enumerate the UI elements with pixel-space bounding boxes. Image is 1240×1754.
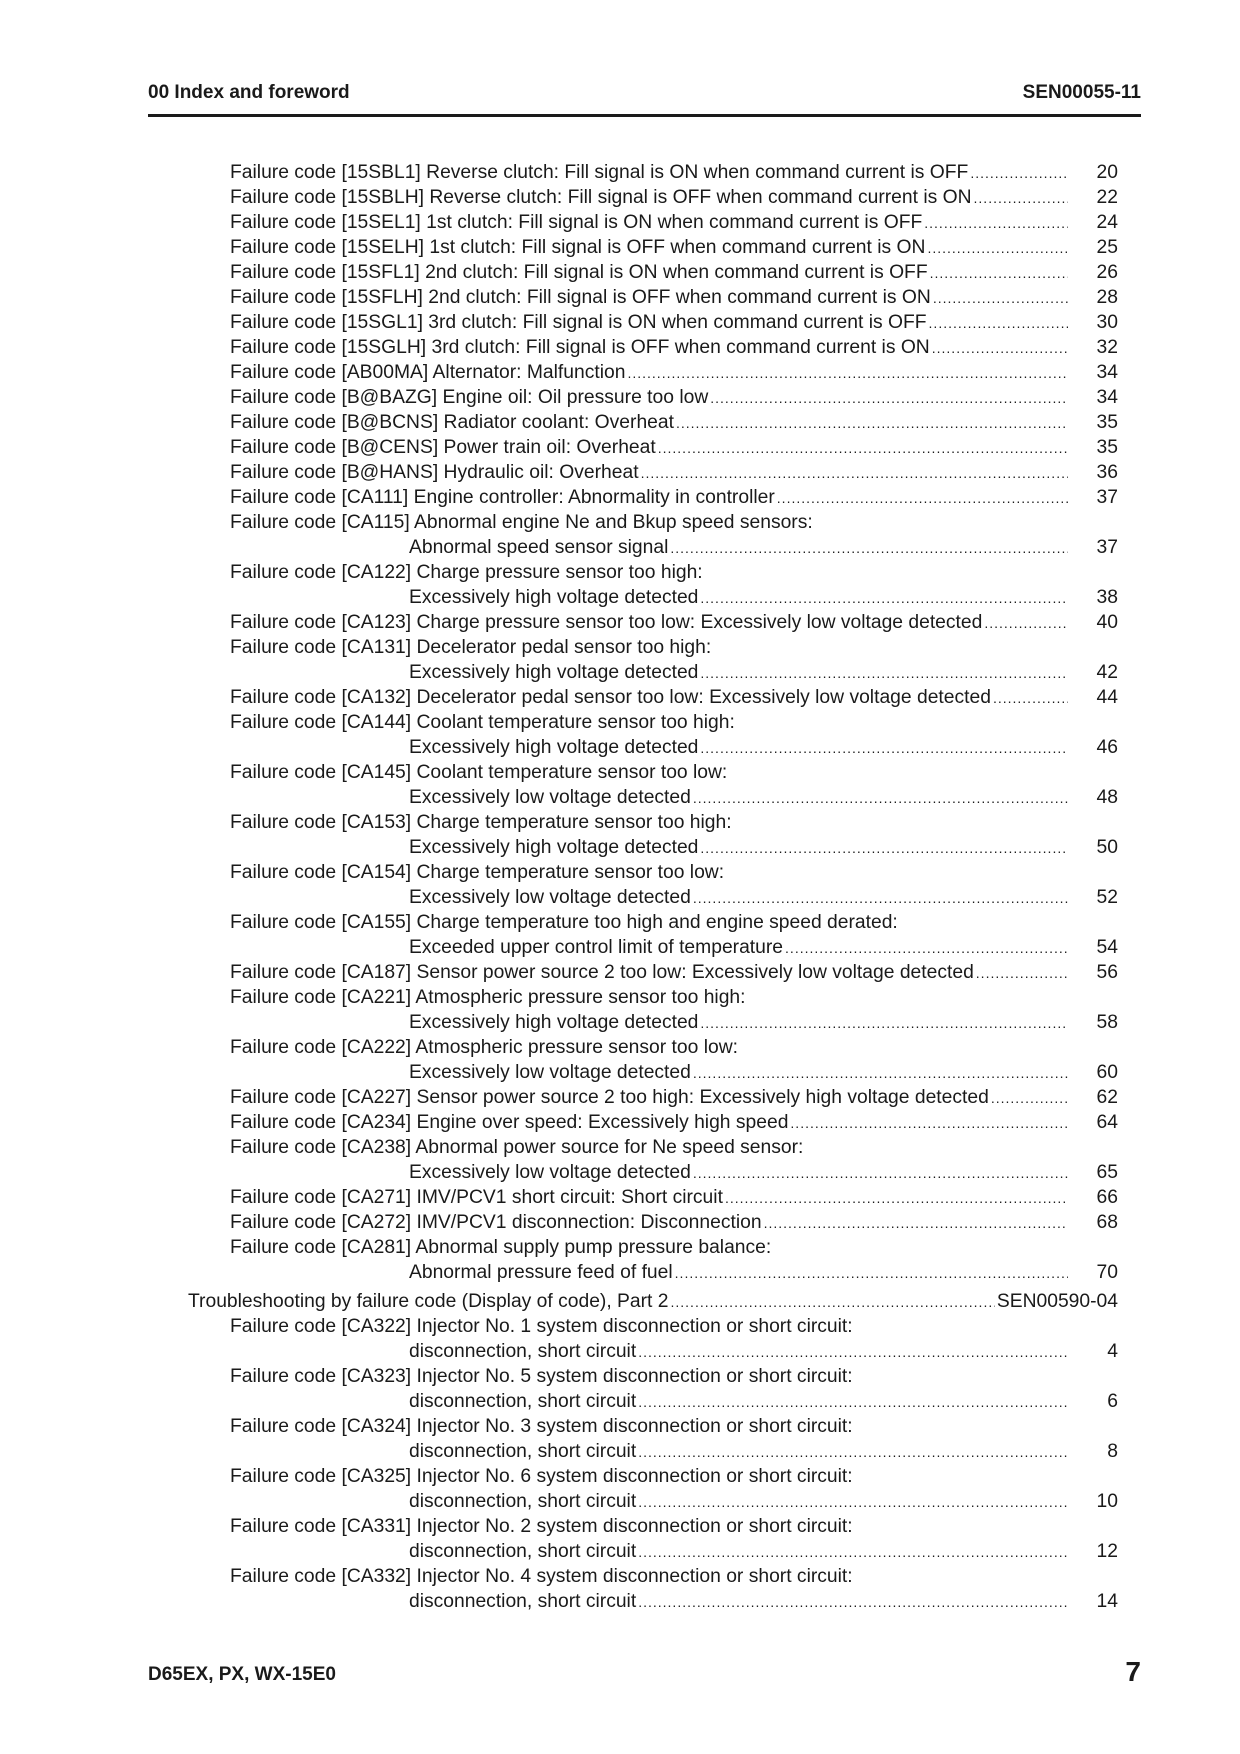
toc-entry[interactable] bbox=[188, 910, 1118, 935]
toc-entry-title: Failure code [CA234] Engine over speed: Excessively high speed bbox=[230, 1112, 789, 1133]
dot-leader bbox=[991, 1086, 1068, 1111]
dot-leader bbox=[638, 1490, 1068, 1515]
toc-entry-page: 40 bbox=[1096, 612, 1118, 633]
toc-entry[interactable] bbox=[188, 610, 1118, 635]
dot-leader bbox=[638, 1340, 1068, 1365]
toc-entry-title: Failure code [CA227] Sensor power source 2 too high: Excessively high voltage detected bbox=[230, 1087, 989, 1108]
dot-leader bbox=[693, 1061, 1068, 1086]
toc-entry[interactable] bbox=[188, 1314, 1118, 1339]
toc-entry-page: 54 bbox=[1096, 937, 1118, 958]
toc-entry[interactable] bbox=[188, 560, 1118, 585]
toc-section-entry[interactable] bbox=[188, 1289, 1118, 1314]
toc-entry-title: Exceeded upper control limit of temperature bbox=[409, 937, 784, 958]
toc-entry[interactable] bbox=[188, 535, 1118, 560]
toc-entry[interactable] bbox=[188, 210, 1118, 235]
toc-entry-title: Abnormal pressure feed of fuel bbox=[409, 1262, 673, 1283]
dot-leader bbox=[974, 186, 1068, 211]
toc-entry[interactable] bbox=[188, 1389, 1118, 1414]
dot-leader bbox=[638, 1440, 1068, 1465]
toc-entry-page: 36 bbox=[1096, 462, 1118, 483]
toc-entry[interactable] bbox=[188, 760, 1118, 785]
dot-leader bbox=[676, 411, 1068, 436]
dot-leader bbox=[693, 1161, 1068, 1186]
toc-entry[interactable] bbox=[188, 1260, 1118, 1285]
toc-entry-page: 28 bbox=[1096, 287, 1118, 308]
toc-entry-title: Failure code [CA154] Charge temperature sensor too low: bbox=[230, 862, 725, 883]
toc-entry-title: Failure code [CA331] Injector No. 2 system disconnection or short circuit: bbox=[230, 1516, 853, 1537]
toc-entry[interactable] bbox=[188, 985, 1118, 1010]
toc-entry-title: Failure code [CA221] Atmospheric pressure sensor too high: bbox=[230, 987, 746, 1008]
toc-entry-title: Excessively high voltage detected bbox=[409, 1012, 699, 1033]
section-title: 00 Index and foreword bbox=[148, 82, 350, 103]
dot-leader bbox=[638, 1540, 1068, 1565]
toc-entry[interactable] bbox=[188, 1060, 1118, 1085]
toc-entry-title: Failure code [CA322] Injector No. 1 system disconnection or short circuit: bbox=[230, 1316, 853, 1337]
toc-entry[interactable] bbox=[188, 1085, 1118, 1110]
dot-leader bbox=[929, 311, 1068, 336]
toc-entry[interactable] bbox=[188, 1235, 1118, 1260]
toc-entry-title: Excessively high voltage detected bbox=[409, 662, 699, 683]
toc-entry-page: 42 bbox=[1096, 662, 1118, 683]
toc-entry[interactable] bbox=[188, 835, 1118, 860]
toc-entry-page: 37 bbox=[1096, 537, 1118, 558]
toc-entry-page: 65 bbox=[1096, 1162, 1118, 1183]
toc-entry[interactable] bbox=[188, 960, 1118, 985]
dot-leader bbox=[930, 261, 1068, 286]
toc-entry[interactable] bbox=[188, 460, 1118, 485]
toc-entry-title: Failure code [CA187] Sensor power source 2 too low: Excessively low voltage detected bbox=[230, 962, 974, 983]
toc-entry[interactable] bbox=[188, 1210, 1118, 1235]
toc-entry-page: 64 bbox=[1096, 1112, 1118, 1133]
toc-entry[interactable] bbox=[188, 1489, 1118, 1514]
toc-entry[interactable] bbox=[188, 1110, 1118, 1135]
toc-entry-page: 34 bbox=[1096, 362, 1118, 383]
dot-leader bbox=[700, 836, 1068, 861]
dot-leader bbox=[777, 486, 1068, 511]
toc-entry-page: 35 bbox=[1096, 437, 1118, 458]
toc-entry-title: disconnection, short circuit bbox=[409, 1541, 637, 1562]
toc-entry[interactable] bbox=[188, 1564, 1118, 1589]
toc-entry[interactable] bbox=[188, 235, 1118, 260]
toc-entry[interactable] bbox=[188, 485, 1118, 510]
toc-entry[interactable] bbox=[188, 510, 1118, 535]
toc-entry-title: disconnection, short circuit bbox=[409, 1591, 637, 1612]
toc-entry-page: 10 bbox=[1096, 1491, 1118, 1512]
toc-entry-title: Excessively low voltage detected bbox=[409, 887, 691, 908]
toc-entry-title: Failure code [CA238] Abnormal power source for Ne speed sensor: bbox=[230, 1137, 804, 1158]
dot-leader bbox=[627, 361, 1068, 386]
toc-entry-title: Excessively low voltage detected bbox=[409, 787, 691, 808]
toc-entry-page: 48 bbox=[1096, 787, 1118, 808]
model-designation: D65EX, PX, WX-15E0 bbox=[148, 1664, 336, 1685]
toc-entry-page: 56 bbox=[1096, 962, 1118, 983]
toc-entry[interactable] bbox=[188, 1339, 1118, 1364]
toc-entry-page: 24 bbox=[1096, 212, 1118, 233]
page-footer bbox=[148, 1656, 1141, 1696]
dot-leader bbox=[638, 1590, 1068, 1615]
toc-entry-page: 22 bbox=[1096, 187, 1118, 208]
toc-entry-title: Failure code [15SGLH] 3rd clutch: Fill signal is OFF when command current is ON bbox=[230, 337, 930, 358]
toc-entry-title: Troubleshooting by failure code (Display of code), Part 2 bbox=[188, 1291, 669, 1312]
toc-entry[interactable] bbox=[188, 1035, 1118, 1060]
toc-entry-title: Abnormal speed sensor signal bbox=[409, 537, 669, 558]
dot-leader bbox=[693, 786, 1068, 811]
toc-entry[interactable] bbox=[188, 310, 1118, 335]
toc-entry-title: Failure code [CA332] Injector No. 4 system disconnection or short circuit: bbox=[230, 1566, 853, 1587]
dot-leader bbox=[927, 236, 1068, 261]
dot-leader bbox=[932, 336, 1068, 361]
toc-entry[interactable] bbox=[188, 1364, 1118, 1389]
toc-entry-page: 6 bbox=[1107, 1391, 1118, 1412]
toc-entry-page: 52 bbox=[1096, 887, 1118, 908]
dot-leader bbox=[785, 936, 1068, 961]
dot-leader bbox=[764, 1211, 1068, 1236]
document-code: SEN00055-11 bbox=[1022, 82, 1141, 103]
toc-entry-title: Failure code [AB00MA] Alternator: Malfunction bbox=[230, 362, 626, 383]
toc-entry[interactable] bbox=[188, 1514, 1118, 1539]
toc-entry-title: Failure code [CA153] Charge temperature sensor too high: bbox=[230, 812, 732, 833]
toc-entry[interactable] bbox=[188, 435, 1118, 460]
header-divider bbox=[148, 114, 1141, 117]
toc-entry[interactable] bbox=[188, 685, 1118, 710]
page-number: 7 bbox=[1125, 1656, 1141, 1687]
toc-entry-page: 4 bbox=[1107, 1341, 1118, 1362]
dot-leader bbox=[710, 386, 1068, 411]
dot-leader bbox=[675, 1261, 1068, 1286]
toc-entry-page: 50 bbox=[1096, 837, 1118, 858]
toc-entry-page: 60 bbox=[1096, 1062, 1118, 1083]
toc-entry-title: Failure code [15SFL1] 2nd clutch: Fill signal is ON when command current is OFF bbox=[230, 262, 928, 283]
dot-leader bbox=[671, 1290, 995, 1315]
toc-entry-title: Failure code [15SEL1] 1st clutch: Fill signal is ON when command current is OFF bbox=[230, 212, 923, 233]
toc-entry-title: Excessively high voltage detected bbox=[409, 587, 699, 608]
toc-entry-page: 58 bbox=[1096, 1012, 1118, 1033]
toc-entry-title: Failure code [CA131] Decelerator pedal sensor too high: bbox=[230, 637, 712, 658]
toc-entry[interactable] bbox=[188, 585, 1118, 610]
dot-leader bbox=[693, 886, 1068, 911]
toc-entry[interactable] bbox=[188, 410, 1118, 435]
toc-entry[interactable] bbox=[188, 185, 1118, 210]
toc-entry-title: Failure code [CA281] Abnormal supply pump pressure balance: bbox=[230, 1237, 772, 1258]
toc-entry-title: Failure code [CA132] Decelerator pedal sensor too low: Excessively low voltage detected bbox=[230, 687, 991, 708]
toc-entry[interactable] bbox=[188, 785, 1118, 810]
toc-entry-page: 70 bbox=[1096, 1262, 1118, 1283]
toc-entry-title: Failure code [CA271] IMV/PCV1 short circuit: Short circuit bbox=[230, 1187, 723, 1208]
toc-entry[interactable] bbox=[188, 710, 1118, 735]
toc-entry-title: Failure code [CA323] Injector No. 5 system disconnection or short circuit: bbox=[230, 1366, 853, 1387]
toc-entry-title: Failure code [CA111] Engine controller: Abnormality in controller bbox=[230, 487, 775, 508]
toc-entry-title: Failure code [B@BAZG] Engine oil: Oil pressure too low bbox=[230, 387, 709, 408]
dot-leader bbox=[641, 461, 1068, 486]
dot-leader bbox=[993, 686, 1068, 711]
toc-entry-title: Failure code [B@BCNS] Radiator coolant: Overheat bbox=[230, 412, 674, 433]
toc-entry-title: Failure code [15SBL1] Reverse clutch: Fill signal is ON when command current is OFF bbox=[230, 162, 969, 183]
toc-entry[interactable] bbox=[188, 885, 1118, 910]
toc-entry-title: Failure code [CA145] Coolant temperature sensor too low: bbox=[230, 762, 728, 783]
toc-entry-page: 46 bbox=[1096, 737, 1118, 758]
toc-entry[interactable] bbox=[188, 160, 1118, 185]
toc-entry-title: Excessively high voltage detected bbox=[409, 837, 699, 858]
toc-entry[interactable] bbox=[188, 1414, 1118, 1439]
toc-entry-title: Failure code [CA222] Atmospheric pressure sensor too low: bbox=[230, 1037, 738, 1058]
toc-entry-page: 62 bbox=[1096, 1087, 1118, 1108]
toc-entry-title: Failure code [CA155] Charge temperature too high and engine speed derated: bbox=[230, 912, 898, 933]
toc-entry-title: disconnection, short circuit bbox=[409, 1441, 637, 1462]
toc-entry-page: 12 bbox=[1096, 1541, 1118, 1562]
toc-entry-page: 25 bbox=[1096, 237, 1118, 258]
toc-entry[interactable] bbox=[188, 660, 1118, 685]
dot-leader bbox=[700, 661, 1068, 686]
toc-entry[interactable] bbox=[188, 1185, 1118, 1210]
toc-entry[interactable] bbox=[188, 385, 1118, 410]
toc-entry[interactable] bbox=[188, 360, 1118, 385]
dot-leader bbox=[976, 961, 1068, 986]
toc-entry-title: Failure code [15SFLH] 2nd clutch: Fill signal is OFF when command current is ON bbox=[230, 287, 931, 308]
toc-entry[interactable] bbox=[188, 335, 1118, 360]
toc-entry-title: disconnection, short circuit bbox=[409, 1491, 637, 1512]
toc-entry-title: Failure code [CA324] Injector No. 3 system disconnection or short circuit: bbox=[230, 1416, 853, 1437]
toc-entry[interactable] bbox=[188, 1135, 1118, 1160]
table-of-contents bbox=[188, 160, 1118, 1614]
toc-entry-title: Failure code [B@HANS] Hydraulic oil: Overheat bbox=[230, 462, 639, 483]
toc-entry-title: Excessively low voltage detected bbox=[409, 1162, 691, 1183]
toc-entry[interactable] bbox=[188, 1589, 1118, 1614]
dot-leader bbox=[700, 1011, 1068, 1036]
dot-leader bbox=[984, 611, 1068, 636]
toc-entry-title: Failure code [CA115] Abnormal engine Ne and Bkup speed sensors: bbox=[230, 512, 813, 533]
toc-entry-title: disconnection, short circuit bbox=[409, 1341, 637, 1362]
page-header bbox=[148, 82, 1141, 112]
dot-leader bbox=[725, 1186, 1068, 1211]
toc-entry-page: 68 bbox=[1096, 1212, 1118, 1233]
toc-entry-title: disconnection, short circuit bbox=[409, 1391, 637, 1412]
toc-entry-title: Failure code [CA123] Charge pressure sensor too low: Excessively low voltage detected bbox=[230, 612, 983, 633]
toc-entry[interactable] bbox=[188, 860, 1118, 885]
toc-entry-page: 20 bbox=[1096, 162, 1118, 183]
toc-entry-page: 35 bbox=[1096, 412, 1118, 433]
toc-entry-page: 32 bbox=[1096, 337, 1118, 358]
toc-entry-title: Failure code [CA272] IMV/PCV1 disconnection: Disconnection bbox=[230, 1212, 762, 1233]
toc-entry-page: 34 bbox=[1096, 387, 1118, 408]
toc-entry-title: Failure code [15SGL1] 3rd clutch: Fill signal is ON when command current is OFF bbox=[230, 312, 927, 333]
toc-entry-page: 26 bbox=[1096, 262, 1118, 283]
dot-leader bbox=[790, 1111, 1068, 1136]
dot-leader bbox=[700, 586, 1068, 611]
toc-entry-title: Excessively low voltage detected bbox=[409, 1062, 691, 1083]
toc-entry-page: SEN00590-04 bbox=[996, 1291, 1118, 1312]
toc-entry[interactable] bbox=[188, 810, 1118, 835]
toc-entry[interactable] bbox=[188, 935, 1118, 960]
toc-entry[interactable] bbox=[188, 635, 1118, 660]
toc-entry[interactable] bbox=[188, 1439, 1118, 1464]
toc-entry-title: Failure code [15SBLH] Reverse clutch: Fill signal is OFF when command current is ON bbox=[230, 187, 972, 208]
dot-leader bbox=[658, 436, 1068, 461]
toc-entry[interactable] bbox=[188, 1160, 1118, 1185]
toc-entry[interactable] bbox=[188, 735, 1118, 760]
toc-entry-page: 37 bbox=[1096, 487, 1118, 508]
toc-entry-title: Failure code [15SELH] 1st clutch: Fill signal is OFF when command current is ON bbox=[230, 237, 926, 258]
toc-entry-title: Failure code [CA144] Coolant temperature sensor too high: bbox=[230, 712, 735, 733]
dot-leader bbox=[933, 286, 1068, 311]
toc-entry-title: Excessively high voltage detected bbox=[409, 737, 699, 758]
toc-entry-page: 30 bbox=[1096, 312, 1118, 333]
toc-entry-page: 8 bbox=[1107, 1441, 1118, 1462]
toc-entry-title: Failure code [CA325] Injector No. 6 system disconnection or short circuit: bbox=[230, 1466, 853, 1487]
toc-entry[interactable] bbox=[188, 1539, 1118, 1564]
toc-entry[interactable] bbox=[188, 1464, 1118, 1489]
toc-entry-page: 14 bbox=[1096, 1591, 1118, 1612]
dot-leader bbox=[970, 161, 1068, 186]
toc-entry[interactable] bbox=[188, 260, 1118, 285]
dot-leader bbox=[638, 1390, 1068, 1415]
toc-entry[interactable] bbox=[188, 1010, 1118, 1035]
toc-entry[interactable] bbox=[188, 285, 1118, 310]
toc-entry-page: 66 bbox=[1096, 1187, 1118, 1208]
dot-leader bbox=[700, 736, 1068, 761]
toc-entry-title: Failure code [B@CENS] Power train oil: Overheat bbox=[230, 437, 656, 458]
toc-entry-page: 38 bbox=[1096, 587, 1118, 608]
dot-leader bbox=[924, 211, 1068, 236]
toc-entry-title: Failure code [CA122] Charge pressure sensor too high: bbox=[230, 562, 703, 583]
dot-leader bbox=[670, 536, 1068, 561]
toc-entry-page: 44 bbox=[1096, 687, 1118, 708]
